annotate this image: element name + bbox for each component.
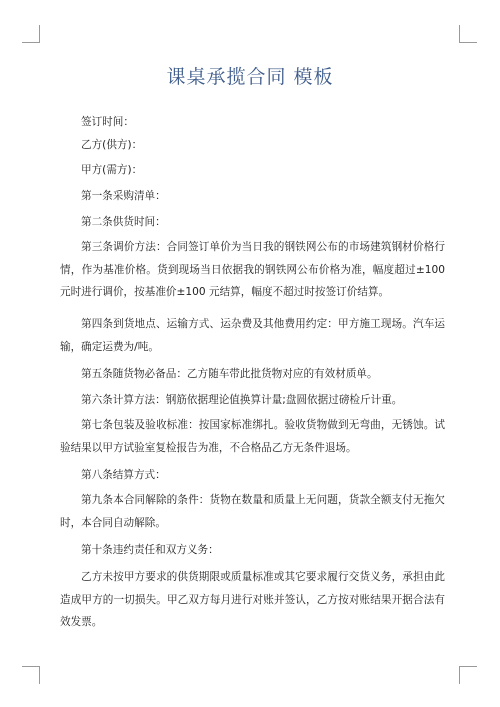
crop-mark-top-right-v xyxy=(459,25,460,43)
paragraph-article-2: 第二条供货时间： xyxy=(81,216,166,228)
paragraph-article-3: 第三条调价方法：合同签订单价为当日我的钢铁网公布的市场建筑钢材价格行情，作为基准价格。货到现场当日依据我的钢铁网公布价格为准，幅度超过±100 元时进行调价，按基准价±100 元结算，幅度不超过时按签订价结算。 xyxy=(60,241,445,298)
crop-mark-bottom-left-v xyxy=(39,666,40,684)
paragraph-article-8: 第八条结算方式： xyxy=(81,469,166,481)
paragraph-party-a: 甲方(需方)： xyxy=(81,164,143,176)
crop-mark-top-right-h xyxy=(459,42,477,43)
document-title: 课桌承揽合同 模板 xyxy=(166,66,334,88)
crop-mark-bottom-left-h xyxy=(22,666,39,667)
paragraph-article-9: 第九条本合同解除的条件：货物在数量和质量上无问题，货款全额支付无拖欠时，本合同自动解除。 xyxy=(60,494,445,529)
crop-mark-top-left-h xyxy=(22,42,39,43)
paragraph-article-7: 第七条包装及验收标准：按国家标准绑扎。验收货物做到无弯曲，无锈蚀。试验结果以甲方试验室复检报告为准，不合格品乙方无条件退场。 xyxy=(60,419,445,454)
paragraph-sign-date: 签订时间： xyxy=(81,116,134,128)
paragraph-article-1: 第一条采购清单： xyxy=(81,190,166,202)
paragraph-article-5: 第五条随货物必备品：乙方随车带此批货物对应的有效材质单。 xyxy=(81,368,378,380)
paragraph-article-4: 第四条到货地点、运输方式、运杂费及其他费用约定：甲方施工现场。汽车运输，确定运费为/吨。 xyxy=(60,318,445,353)
paragraph-article-10: 第十条违约责任和双方义务： xyxy=(81,544,219,556)
crop-mark-bottom-right-h xyxy=(459,666,477,667)
paragraph-obligations: 乙方未按甲方要求的供货期限或质量标准或其它要求履行交货义务，承担由此造成甲方的一切损失。甲乙双方每月进行对账并签认，乙方按对账结果开据合法有效发票。 xyxy=(60,571,445,628)
paragraph-article-6: 第六条计算方法：钢筋依据理论值换算计量;盘圆依据过磅检斤计重。 xyxy=(81,394,403,406)
crop-mark-top-left-v xyxy=(39,25,40,43)
paragraph-party-b: 乙方(供方)： xyxy=(81,139,143,151)
crop-mark-bottom-right-v xyxy=(459,666,460,684)
